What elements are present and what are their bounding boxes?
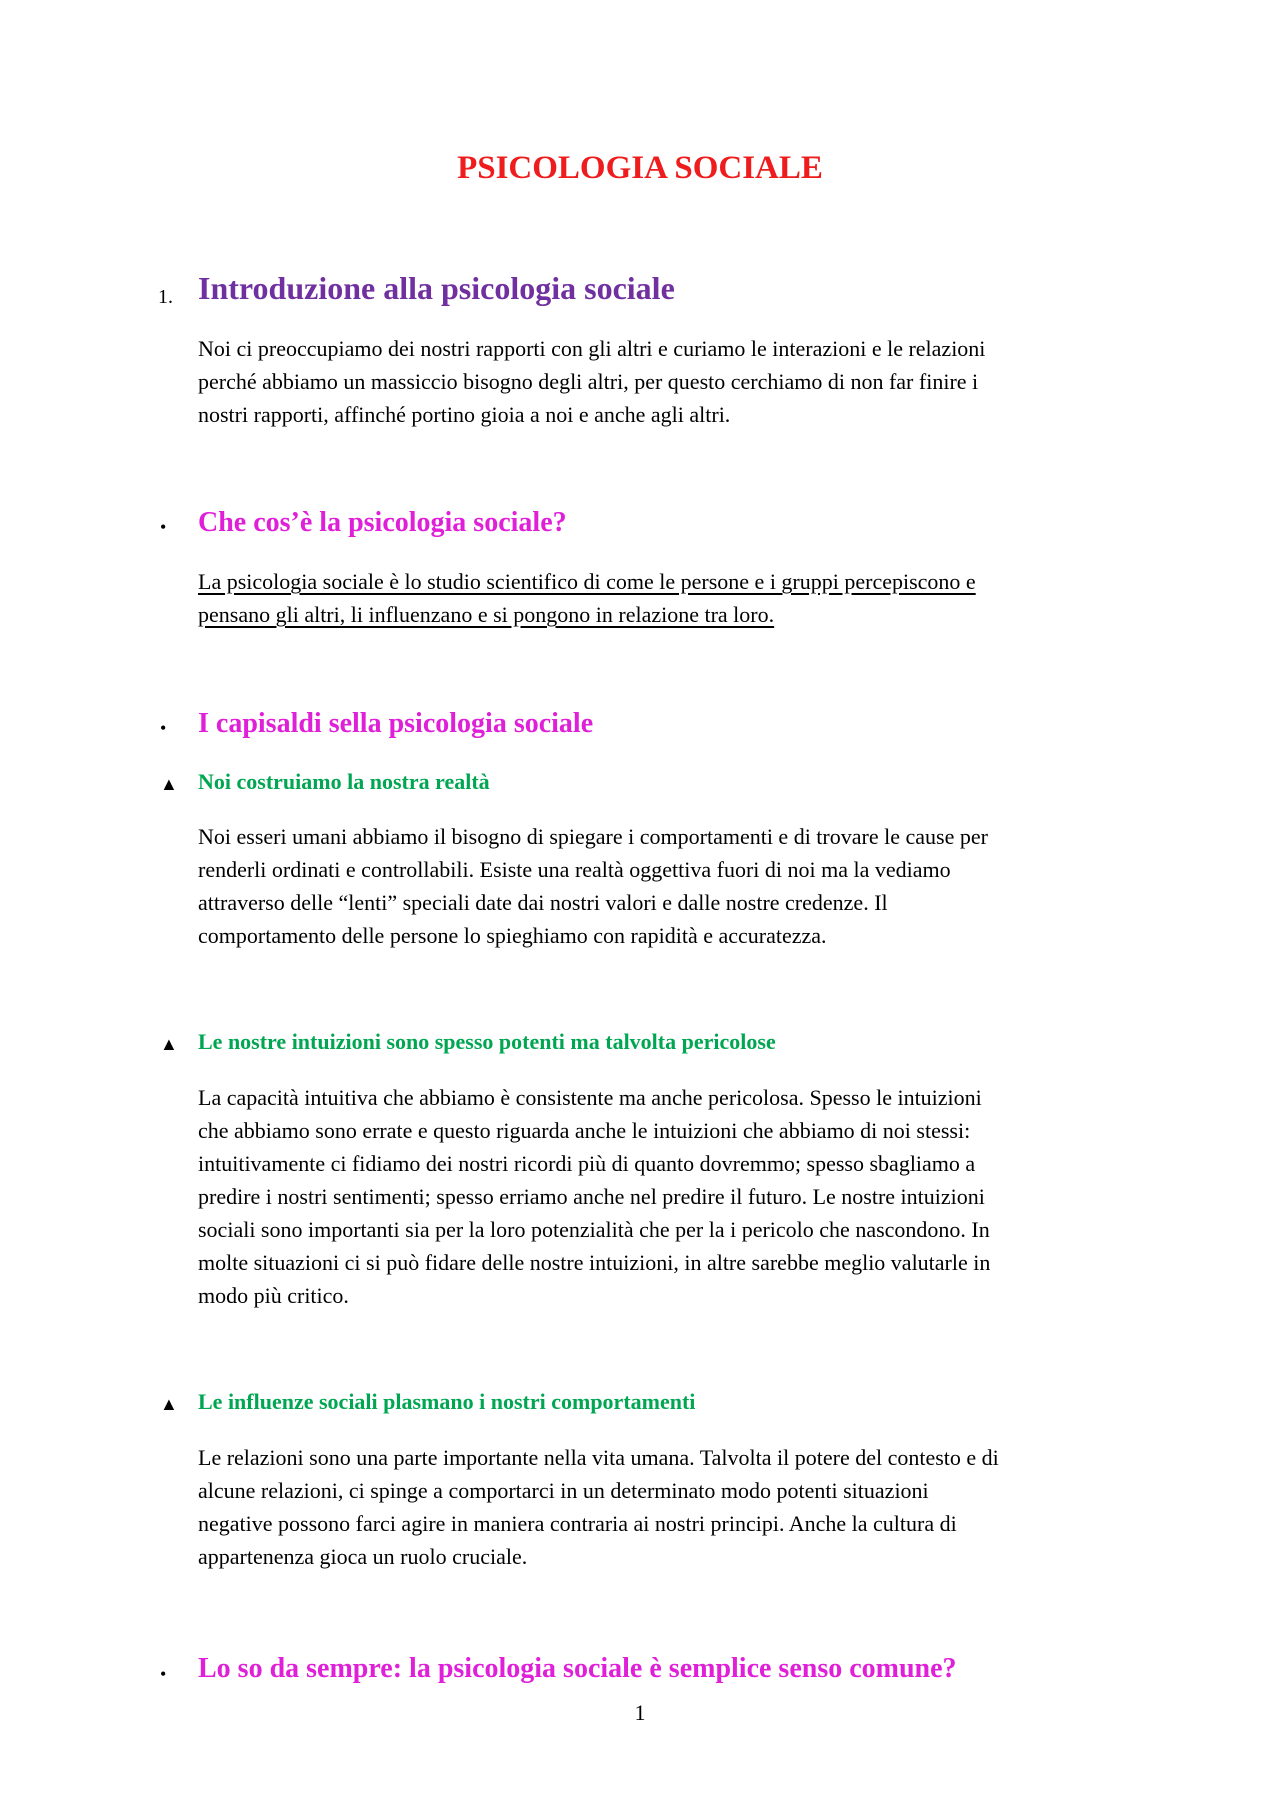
paragraph-line: che abbiamo sono errate e questo riguarda anche le intuizioni che abbiamo di noi stessi: bbox=[198, 1118, 971, 1143]
triangle-bullet-icon: ▲ bbox=[160, 774, 178, 794]
triangle-bullet-icon: ▲ bbox=[160, 1034, 178, 1054]
paragraph-line: La psicologia sociale è lo studio scientifico di come le persone e i gruppi percepiscono e bbox=[198, 569, 976, 594]
page-number: 1 bbox=[634, 1700, 646, 1725]
paragraph-line: renderli ordinati e controllabili. Esiste una realtà oggettiva fuori di noi ma la vediamo bbox=[198, 857, 951, 882]
subsection-heading-reality: Noi costruiamo la nostra realtà bbox=[198, 769, 490, 794]
paragraph-line: alcune relazioni, ci spinge a comportarci in un determinato modo potenti situazioni bbox=[198, 1478, 929, 1503]
paragraph-line: negative possono farci agire in maniera contraria ai nostri principi. Anche la cultura di bbox=[198, 1511, 957, 1536]
paragraph-line: Le relazioni sono una parte importante nella vita umana. Talvolta il potere del contesto e di bbox=[198, 1445, 999, 1470]
paragraph-line: modo più critico. bbox=[198, 1283, 349, 1308]
paragraph-line: Noi ci preoccupiamo dei nostri rapporti con gli altri e curiamo le interazioni e le relazioni bbox=[198, 336, 986, 361]
paragraph-line: molte situazioni ci si può fidare delle nostre intuizioni, in altre sarebbe meglio valutarle in bbox=[198, 1250, 991, 1275]
section-heading-cornerstones: I capisaldi sella psicologia sociale bbox=[198, 708, 594, 739]
paragraph-line: intuitivamente ci fidiamo dei nostri ricordi più di quanto dovremmo; spesso sbagliamo a bbox=[198, 1151, 976, 1176]
triangle-bullet-icon: ▲ bbox=[160, 1394, 178, 1414]
section-heading-definition: Che cos’è la psicologia sociale? bbox=[198, 507, 567, 538]
section-number: 1. bbox=[158, 286, 173, 308]
bullet-marker: • bbox=[160, 1664, 167, 1684]
bullet-marker: • bbox=[160, 718, 167, 738]
reality-paragraph bbox=[198, 820, 1158, 952]
paragraph-line: predire i nostri sentimenti; spesso erriamo anche nel predire il futuro. Le nostre intuizioni bbox=[198, 1184, 985, 1209]
intuitions-paragraph bbox=[198, 1081, 1158, 1312]
section-heading-introduction: Introduzione alla psicologia sociale bbox=[198, 270, 675, 306]
paragraph-line: Noi esseri umani abbiamo il bisogno di spiegare i comportamenti e di trovare le cause per bbox=[198, 824, 988, 849]
paragraph-line: attraverso delle “lenti” speciali date dai nostri valori e dalle nostre credenze. Il bbox=[198, 890, 888, 915]
paragraph-line: perché abbiamo un massiccio bisogno degli altri, per questo cerchiamo di non far finire i bbox=[198, 369, 979, 394]
introduction-paragraph bbox=[198, 332, 1158, 431]
social-influences-paragraph bbox=[198, 1441, 1158, 1573]
section-heading-common-sense: Lo so da sempre: la psicologia sociale è semplice senso comune? bbox=[198, 1653, 957, 1684]
paragraph-line: La capacità intuitiva che abbiamo è consistente ma anche pericolosa. Spesso le intuizioni bbox=[198, 1085, 982, 1110]
subsection-heading-intuitions: Le nostre intuizioni sono spesso potenti ma talvolta pericolose bbox=[198, 1029, 776, 1054]
paragraph-line: appartenenza gioca un ruolo cruciale. bbox=[198, 1544, 528, 1569]
paragraph-line: comportamento delle persone lo spieghiamo con rapidità e accuratezza. bbox=[198, 923, 827, 948]
subsection-heading-social-influences: Le influenze sociali plasmano i nostri comportamenti bbox=[198, 1389, 696, 1414]
paragraph-line: sociali sono importanti sia per la loro potenzialità che per la i pericolo che nascondono. In bbox=[198, 1217, 990, 1242]
definition-paragraph bbox=[198, 565, 1158, 631]
paragraph-line: pensano gli altri, li influenzano e si pongono in relazione tra loro. bbox=[198, 602, 775, 627]
bullet-marker: • bbox=[160, 517, 167, 537]
paragraph-line: nostri rapporti, affinché portino gioia a noi e anche agli altri. bbox=[198, 402, 731, 427]
document-title: PSICOLOGIA SOCIALE bbox=[457, 150, 823, 186]
